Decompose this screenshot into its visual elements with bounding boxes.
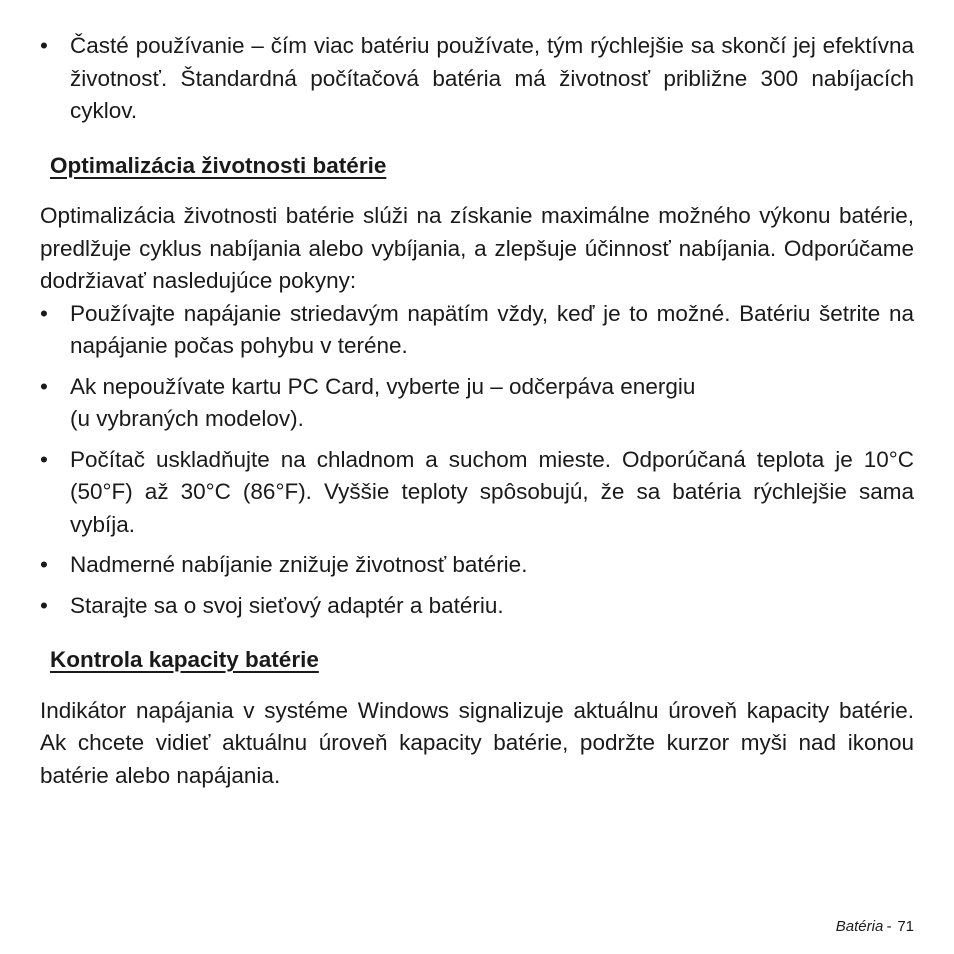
list-item: • Starajte sa o svoj sieťový adaptér a batériu.: [40, 590, 914, 623]
list-item: • Používajte napájanie striedavým napätím vždy, keď je to možné. Batériu šetrite na napájanie počas pohybu v teréne.: [40, 298, 914, 363]
page-footer: [836, 918, 914, 935]
list-item: • Nadmerné nabíjanie znižuje životnosť batérie.: [40, 549, 914, 582]
list-item: [40, 371, 914, 436]
optimization-paragraph: Optimalizácia životnosti batérie slúži na získanie maximálne možného výkonu batérie, predlžuje cyklus nabíjania alebo vybíjania, a zlepšuje účinnosť nabíjania. Odporúčame dodržiavať nasledujúce pokyny:: [40, 203, 914, 293]
footer-separator: -: [886, 918, 892, 935]
list-item-line: (u vybraných modelov).: [70, 406, 304, 431]
document-page: [40, 30, 914, 792]
page-number: 71: [897, 918, 914, 935]
list-item-line: Ak nepoužívate kartu PC Card, vyberte ju – odčerpáva energiu: [70, 373, 696, 399]
capacity-paragraph: Indikátor napájania v systéme Windows signalizuje aktuálnu úroveň kapacity batérie. Ak chcete vidieť aktuálnu úroveň kapacity batérie, podržte kurzor myši nad ikonou batérie alebo napájania.: [40, 697, 914, 788]
footer-section-name: Batéria: [835, 918, 884, 935]
list-item: • Počítač uskladňujte na chladnom a suchom mieste. Odporúčaná teplota je 10°C (50°F) až 30°C (86°F). Vyššie teploty spôsobujú, že sa batéria rýchlejšie sama vybíja.: [40, 444, 914, 542]
section-heading-capacity: Kontrola kapacity batérie: [50, 647, 319, 672]
section-heading-optimization: Optimalizácia životnosti batérie: [50, 152, 387, 178]
list-item: • Časté používanie – čím viac batériu používate, tým rýchlejšie sa skončí jej efektívna životnosť. Štandardná počítačová batéria má životnosť približne 300 nabíjacích cyklov.: [40, 30, 914, 128]
intro-bullet-list: [40, 30, 914, 128]
optimization-bullet-list: [40, 298, 914, 623]
